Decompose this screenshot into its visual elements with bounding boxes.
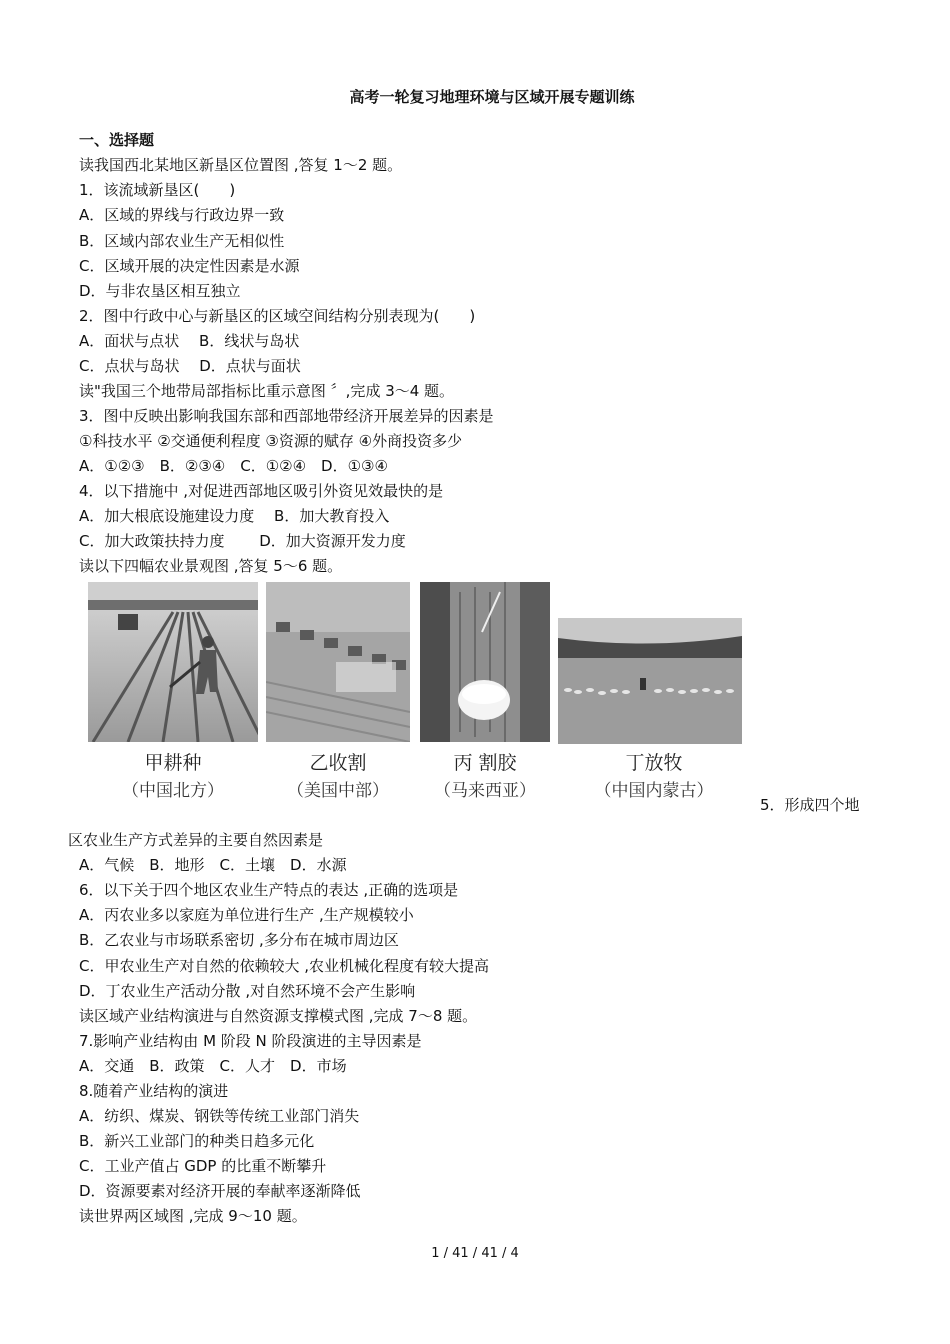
option-line: D．资源要素对经济开展的奉献率逐渐降低 — [79, 1182, 361, 1200]
question-1: 1．该流域新垦区( ) — [79, 181, 236, 199]
option-line: B．区域内部农业生产无相似性 — [79, 232, 285, 250]
photo-harvest — [266, 582, 410, 742]
option-line: C．甲农业生产对自然的依赖较大 ,农业机械化程度有较大提高 — [79, 957, 490, 975]
photo-subcaption-bing: （马来西亚） — [434, 781, 536, 801]
option-line: A．面状与点状 B．线状与岛状 — [79, 332, 300, 350]
option-line: D．丁农业生产活动分散 ,对自然环境不会产生影响 — [79, 982, 416, 1000]
question-6: 6．以下关于四个地区农业生产特点的表达 ,正确的选项是 — [79, 881, 459, 899]
option-line: A．区域的界线与行政边界一致 — [79, 206, 285, 224]
option-line: A．①②③ B．②③④ C．①②④ D．①③④ — [79, 457, 388, 475]
option-line: A．纺织、煤炭、钢铁等传统工业部门消失 — [79, 1107, 360, 1125]
option-line: A．气候 B．地形 C．土壤 D．水源 — [79, 856, 347, 874]
text-line: 读"我国三个地带局部指标比重示意图 〞,完成 3～4 题。 — [79, 382, 455, 400]
option-line: B．新兴工业部门的种类日趋多元化 — [79, 1132, 315, 1150]
option-line: A．加大根底设施建设力度 B．加大教育投入 — [79, 507, 390, 525]
document-title: 高考一轮复习地理环境与区域开展专题训练 — [349, 88, 635, 106]
text-line: 读区域产业结构演进与自然资源支撑模式图 ,完成 7～8 题。 — [79, 1007, 478, 1025]
question-5-start: 5．形成四个地 — [760, 796, 860, 814]
text-line: 读世界两区域图 ,完成 9～10 题。 — [79, 1207, 307, 1225]
photo-caption-bing: 丙 割胶 — [453, 752, 517, 774]
question-8: 8.随着产业结构的演进 — [79, 1082, 229, 1100]
question-4: 4．以下措施中 ,对促进西部地区吸引外资见效最快的是 — [79, 482, 444, 500]
option-line: C．加大政策扶持力度 D．加大资源开发力度 — [79, 532, 406, 550]
factor-list: ①科技水平 ②交通便利程度 ③资源的赋存 ④外商投资多少 — [79, 432, 463, 450]
photo-rubber-tapping — [420, 582, 550, 742]
section-heading: 一、选择题 — [79, 131, 155, 149]
question-2: 2．图中行政中心与新垦区的区域空间结构分别表现为( ) — [79, 307, 476, 325]
option-line: A．交通 B．政策 C．人才 D．市场 — [79, 1057, 347, 1075]
photo-grazing — [558, 618, 742, 744]
option-line: C．工业产值占 GDP 的比重不断攀升 — [79, 1157, 327, 1175]
option-line: B．乙农业与市场联系密切 ,多分布在城市周边区 — [79, 931, 399, 949]
photo-subcaption-yi: （美国中部） — [287, 781, 389, 801]
photo-caption-jia: 甲耕种 — [144, 752, 202, 774]
text-line: 读我国西北某地区新垦区位置图 ,答复 1～2 题。 — [79, 156, 403, 174]
question-7: 7.影响产业结构由 M 阶段 N 阶段演进的主导因素是 — [79, 1032, 422, 1050]
option-line: C．点状与岛状 D．点状与面状 — [79, 357, 301, 375]
option-line: A．丙农业多以家庭为单位进行生产 ,生产规模较小 — [79, 906, 414, 924]
photo-subcaption-jia: （中国北方） — [122, 781, 224, 801]
question-3: 3．图中反映出影响我国东部和西部地带经济开展差异的因素是 — [79, 407, 494, 425]
text-line: 读以下四幅农业景观图 ,答复 5～6 题。 — [79, 557, 343, 575]
option-line: D．与非农垦区相互独立 — [79, 282, 241, 300]
photo-subcaption-ding: （中国内蒙古） — [594, 781, 714, 801]
page-number: 1 / 41 / 41 / 4 — [431, 1246, 519, 1261]
photo-plowing — [88, 582, 258, 742]
agriculture-photos — [88, 580, 748, 810]
photo-caption-ding: 丁放牧 — [625, 752, 683, 774]
option-line: C．区域开展的决定性因素是水源 — [79, 257, 300, 275]
photo-caption-yi: 乙收割 — [309, 752, 367, 774]
question-5-cont: 区农业生产方式差异的主要自然因素是 — [68, 831, 324, 849]
